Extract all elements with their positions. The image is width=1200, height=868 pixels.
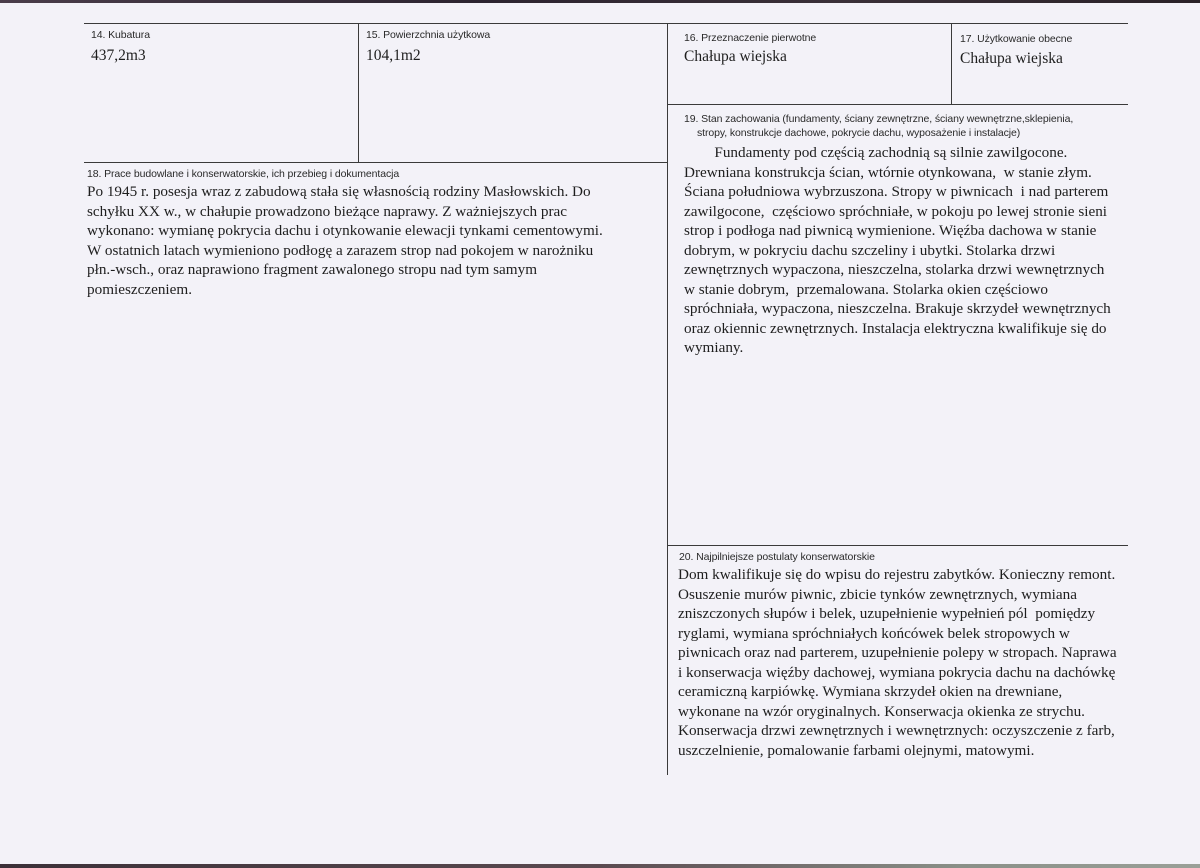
- text-line: oraz okiennic zewnętrznych. Instalacja elektryczna kwalifikuje się do: [684, 319, 1107, 337]
- text-line: wykonano: wymianę pokrycia dachu i otynkowanie elewacji tynkami cementowymi.: [87, 222, 603, 239]
- field-value: Chałupa wiejska: [684, 48, 787, 65]
- text-line: uszczelnienie, pomalowanie farbami olejnymi, matowymi.: [678, 741, 1035, 759]
- field-label: 14. Kubatura: [91, 29, 150, 41]
- section-text: [87, 182, 667, 299]
- text-line: zewnętrznych wypaczona, nieszczelna, stolarka drzwi wewnętrznych: [684, 261, 1105, 278]
- scan-edge-bottom: [0, 864, 1200, 868]
- text-line: pomieszczeniem.: [87, 280, 192, 298]
- text-line: wymiany.: [684, 339, 744, 356]
- section-label: 20. Najpilniejsze postulaty konserwatorskie: [679, 551, 875, 563]
- section-label-cont: stropy, konstrukcje dachowe, pokrycie dachu, wyposażenie i instalacje): [697, 127, 1021, 139]
- rule-top: [84, 23, 1128, 24]
- text-line: płn.-wsch., oraz naprawiono fragment zawalonego stropu nad tym samym: [87, 261, 538, 278]
- divider-16-17: [951, 23, 952, 104]
- text-line: w stanie dobrym, przemalowana. Stolarka okien częściowo: [684, 280, 1048, 298]
- text-line: W ostatnich latach wymieniono podłogę a zarazem strop nad pokojem w narożniku: [87, 241, 594, 259]
- field-label: 17. Użytkowanie obecne: [960, 33, 1073, 45]
- text-line: schyłku XX w., w chałupie prowadzono bieżące naprawy. Z ważniejszych prac: [87, 202, 568, 220]
- text-line: ceramiczną karpiówkę. Wymiana skrzydeł okien na drewniane,: [678, 683, 1063, 700]
- section-text-clip: [678, 565, 1128, 770]
- text-line: zniszczonych słupów i belek, uzupełnienie wypełnień pól pomiędzy: [678, 605, 1096, 622]
- text-line: Po 1945 r. posesja wraz z zabudową stała się własnością rodziny Masłowskich. Do: [87, 183, 591, 200]
- text-line: dobrym, w pokryciu dachu szczeliny i ubytki. Stolarka drzwi: [684, 241, 1056, 259]
- text-line: zawilgocone, częściowo spróchniałe, w pokoju po lewej stronie sieni: [684, 202, 1108, 220]
- text-line: Drewniana konstrukcja ścian, wtórnie otynkowana, w stanie złym.: [684, 163, 1092, 181]
- rule-under-14-15: [84, 162, 668, 163]
- text-line: Fundamenty pod częścią zachodnią są silnie zawilgocone.: [684, 144, 1068, 161]
- text-line: Konserwacja drzwi zewnętrznych i wewnętrznych: oczyszczenie z farb,: [678, 722, 1115, 739]
- rule-under-16-17: [668, 104, 1128, 105]
- section-label: 19. Stan zachowania (fundamenty, ściany zewnętrzne, ściany wewnętrzne,sklepienia,: [684, 113, 1074, 125]
- divider-left-right: [667, 23, 668, 775]
- section-text: [678, 565, 1128, 760]
- text-line: i konserwacja więźby dachowej, wymiana pokrycia dachu na dachówkę: [678, 663, 1116, 681]
- field-value: Chałupa wiejska: [960, 50, 1063, 67]
- text-line: piwnicach oraz nad parterem, uzupełnienie polepy w stropach. Naprawa: [678, 644, 1117, 661]
- text-line: Dom kwalifikuje się do wpisu do rejestru zabytków. Konieczny remont.: [678, 566, 1116, 583]
- section-text-clip: [684, 143, 1128, 373]
- text-line: ryglami, wymiana spróchniałych końcówek belek stropowych w: [678, 624, 1070, 642]
- section-label: 18. Prace budowlane i konserwatorskie, ich przebieg i dokumentacja: [87, 168, 400, 180]
- divider-14-15: [358, 23, 359, 162]
- scan-edge-top: [0, 0, 1200, 3]
- text-line: spróchniała, wypaczona, nieszczelna. Brakuje skrzydeł wewnętrznych: [684, 300, 1111, 317]
- field-label: 16. Przeznaczenie pierwotne: [684, 32, 817, 44]
- field-label: 15. Powierzchnia użytkowa: [366, 29, 491, 41]
- text-line: Osuszenie murów piwnic, zbicie tynków zewnętrznych, wymiana: [678, 585, 1077, 603]
- section-text: [684, 143, 1128, 358]
- text-line: strop i podłoga nad piwnicą wymienione. Więźba dachowa w stanie: [684, 222, 1097, 239]
- field-value: 104,1m2: [366, 47, 421, 64]
- text-line: Ściana południowa wybrzuszona. Stropy w piwnicach i nad parterem: [684, 183, 1109, 200]
- field-value: 437,2m3: [91, 47, 146, 64]
- rule-above-20: [668, 545, 1128, 546]
- text-line: wykonane na wzór oryginalnych. Konserwacja okienka ze strychu.: [678, 702, 1085, 720]
